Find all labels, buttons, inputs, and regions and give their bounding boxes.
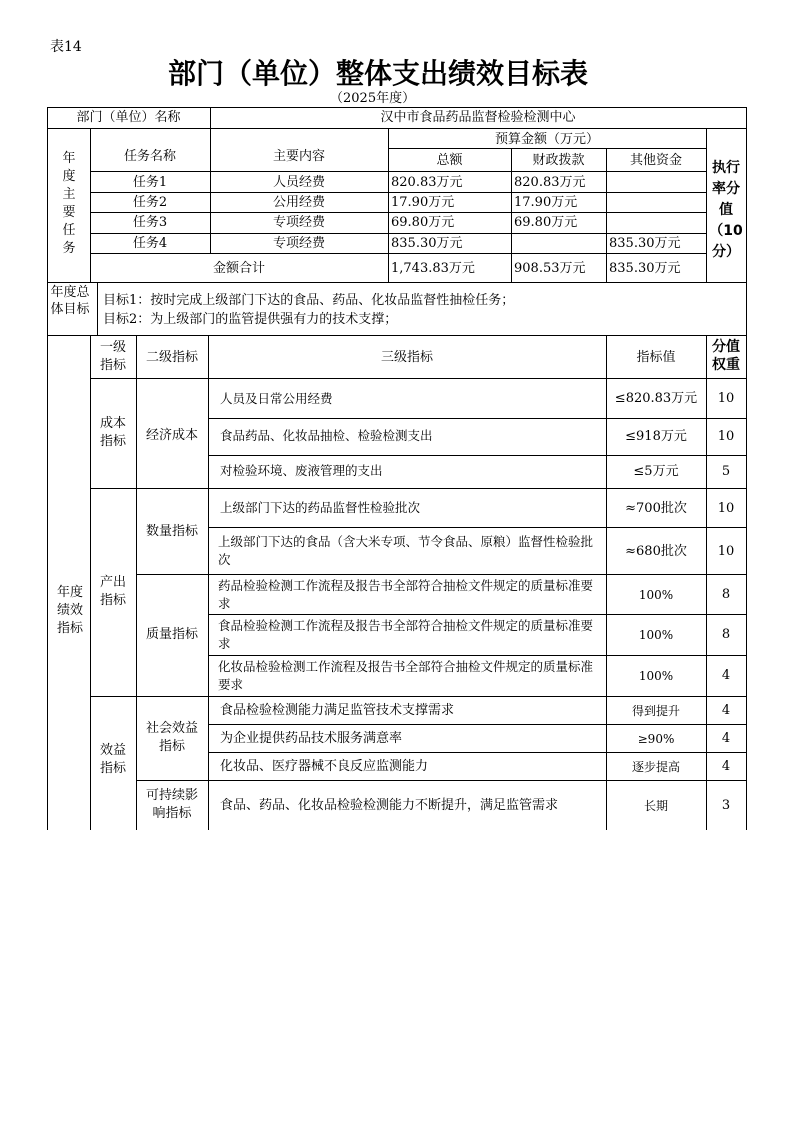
task-name: 任务2 [132, 195, 168, 210]
goal-2: 目标2：为上级部门的监管提供强有力的技术支撑； [103, 312, 398, 327]
task-fiscal: 820.83万元 [514, 175, 586, 190]
col-level2: 二级指标 [145, 350, 198, 365]
task-fiscal: 69.80万元 [514, 215, 578, 230]
social-benefit-label: 社会效益指标 [145, 721, 198, 754]
indicator-value: 得到提升 [631, 704, 680, 718]
col-total: 总额 [436, 153, 463, 168]
page-title: 部门（单位）整体支出绩效目标表 [168, 57, 589, 90]
col-task-name: 任务名称 [123, 149, 176, 164]
task-name: 任务3 [132, 215, 168, 230]
col-other: 其他资金 [629, 153, 682, 168]
task-total: 820.83万元 [391, 175, 463, 190]
task-name: 任务1 [132, 175, 168, 190]
col-main-content: 主要内容 [272, 149, 325, 164]
table-number: 表14 [50, 39, 82, 55]
task-fiscal: 17.90万元 [514, 195, 578, 210]
page-subtitle: （2025年度） [330, 91, 416, 106]
task-total: 835.30万元 [391, 236, 463, 251]
indicator-text: 食品检验检测工作流程及报告书全部符合抽检文件规定的质量标准要求 [218, 618, 594, 651]
dept-name: 汉中市食品药品监督检验检测中心 [380, 110, 576, 125]
indicator-value: 逐步提高 [631, 760, 680, 774]
indicator-text: 上级部门下达的食品（含大米专项、节令食品、原粮）监督性检验批次 [218, 534, 594, 567]
sum-label: 金额合计 [212, 261, 265, 276]
indicator-weight: 4 [721, 668, 731, 683]
cost-indicator-label: 成本指标 [99, 416, 126, 449]
col-level1: 一级指标 [99, 340, 126, 373]
col-fiscal: 财政拨款 [532, 153, 585, 168]
indicator-weight: 4 [721, 731, 731, 746]
indicator-value: ≥90% [637, 732, 675, 746]
indicators-side-label: 年度绩效指标 [57, 585, 84, 636]
benefit-indicator-label: 效益指标 [99, 743, 126, 776]
indicator-value: 长期 [643, 799, 668, 813]
sum-total: 1,743.83万元 [391, 261, 475, 276]
col-level3: 三级指标 [380, 350, 433, 365]
col-value: 指标值 [636, 350, 676, 365]
task-content: 公用经费 [272, 195, 325, 210]
indicator-value: ≈680批次 [625, 544, 687, 559]
indicator-weight: 8 [721, 627, 731, 642]
indicator-text: 食品检验检测能力满足监管技术支撑需求 [220, 703, 455, 718]
output-indicator-label: 产出指标 [99, 575, 126, 608]
indicator-value: 100% [638, 588, 674, 602]
indicator-value: 100% [638, 628, 674, 642]
indicator-text: 化妆品检验检测工作流程及报告书全部符合抽检文件规定的质量标准要求 [218, 659, 594, 692]
indicator-weight: 10 [717, 501, 735, 516]
goal-1: 目标1：按时完成上级部门下达的食品、药品、化妆品监督性抽检任务； [103, 293, 515, 308]
task-name: 任务4 [132, 236, 168, 251]
indicator-value: ≤820.83万元 [614, 391, 698, 406]
task-content: 专项经费 [272, 215, 325, 230]
indicator-weight: 3 [721, 798, 731, 813]
sum-fiscal: 908.53万元 [514, 261, 586, 276]
goals-side-label: 年度总体目标 [50, 285, 90, 317]
task-content: 专项经费 [272, 236, 325, 251]
task-total: 17.90万元 [391, 195, 455, 210]
col-weight: 分值权重 [712, 339, 740, 373]
indicator-weight: 10 [717, 391, 735, 406]
sustainable-impact-label: 可持续影响指标 [145, 788, 198, 821]
indicator-text: 上级部门下达的药品监督性检验批次 [220, 500, 421, 515]
budget-header: 预算金额（万元） [494, 132, 599, 147]
indicator-weight: 10 [717, 544, 735, 559]
indicator-text: 化妆品、医疗器械不良反应监测能力 [220, 759, 429, 774]
tasks-side-label: 年度主要任务 [62, 151, 76, 256]
indicator-weight: 4 [721, 759, 731, 774]
task-total: 69.80万元 [391, 215, 455, 230]
dept-label: 部门（单位）名称 [76, 110, 181, 125]
indicator-value: ≤5万元 [633, 464, 679, 479]
quantity-indicator-label: 数量指标 [145, 524, 198, 539]
indicator-value: 100% [638, 669, 674, 683]
exec-rate-label: 执行率分值（10分） [709, 160, 743, 260]
indicator-text: 食品药品、化妆品抽检、检验检测支出 [220, 428, 433, 443]
indicator-weight: 10 [717, 429, 735, 444]
indicator-text: 药品检验检测工作流程及报告书全部符合抽检文件规定的质量标准要求 [218, 578, 594, 611]
indicator-weight: 5 [721, 464, 731, 479]
indicator-weight: 4 [721, 703, 731, 718]
indicator-text: 对检验环境、废液管理的支出 [220, 463, 383, 478]
econ-cost-label: 经济成本 [145, 428, 198, 443]
indicator-value: ≈700批次 [625, 501, 687, 516]
indicator-text: 为企业提供药品技术服务满意率 [220, 731, 403, 746]
task-content: 人员经费 [272, 175, 325, 190]
sum-other: 835.30万元 [609, 261, 681, 276]
indicator-text: 食品、药品、化妆品检验检测能力不断提升，满足监管需求 [220, 798, 559, 813]
quality-indicator-label: 质量指标 [145, 627, 198, 642]
indicator-text: 人员及日常公用经费 [220, 391, 333, 406]
indicator-weight: 8 [721, 587, 731, 602]
indicator-value: ≤918万元 [625, 429, 687, 444]
task-other: 835.30万元 [609, 236, 681, 251]
